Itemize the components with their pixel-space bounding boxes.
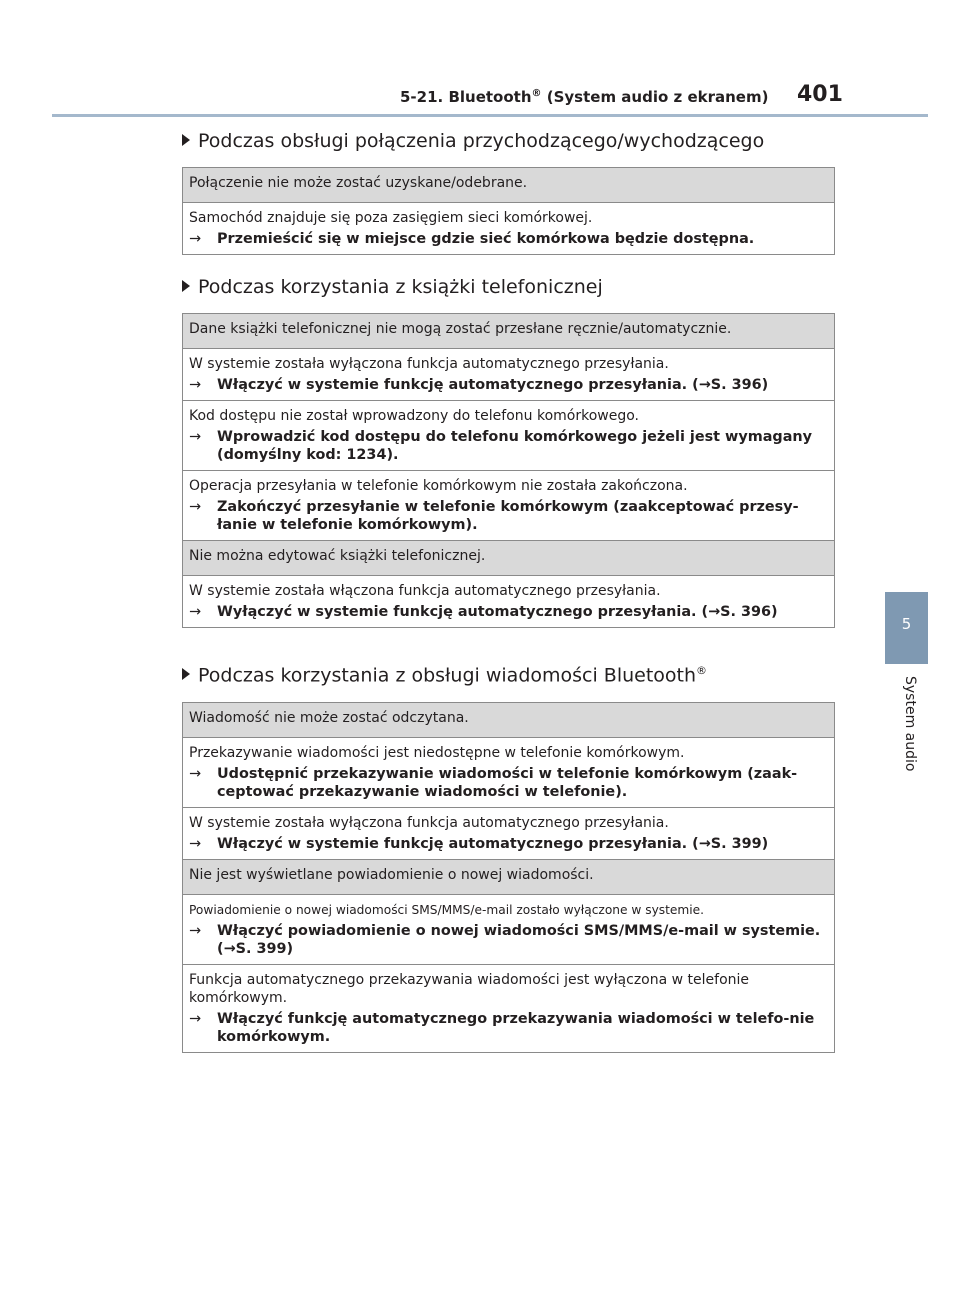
arrow-icon: → xyxy=(189,604,202,620)
solution xyxy=(189,922,829,958)
header-chapter: 5-21. Bluetooth xyxy=(400,88,532,106)
cause-cell xyxy=(183,401,835,471)
arrow-icon: → xyxy=(189,499,202,515)
arrow-icon: → xyxy=(189,923,202,939)
section-heading-text: Podczas korzystania z obsługi wiadomości Bluetooth xyxy=(198,664,697,687)
cause-row xyxy=(183,895,835,965)
solution-text: Włączyć w systemie funkcję automatycznego przesyłania. (→S. 399) xyxy=(217,836,769,852)
solution-text: Włączyć funkcję automatycznego przekazywania wiadomości w telefo-nie komórkowym. xyxy=(217,1011,815,1045)
problem-row xyxy=(183,168,835,203)
solution-text: Włączyć powiadomienie o nowej wiadomości SMS/MMS/e-mail w systemie. (→S. 399) xyxy=(217,923,821,957)
cause-text: Powiadomienie o nowej wiadomości SMS/MMS/e-mail zostało wyłączone w systemie. xyxy=(189,903,705,917)
cause-row xyxy=(183,808,835,860)
problem-title: Nie jest wyświetlane powiadomienie o nowej wiadomości. xyxy=(183,860,835,895)
arrow-icon: → xyxy=(189,231,202,247)
cause-row xyxy=(183,471,835,541)
solution xyxy=(189,498,829,534)
problem-row xyxy=(183,314,835,349)
problem-title: Połączenie nie może zostać uzyskane/odebrane. xyxy=(183,168,835,203)
troubleshooting-table xyxy=(182,313,835,628)
cause-row xyxy=(183,965,835,1053)
cause-text: Operacja przesyłania w telefonie komórkowym nie została zakończona. xyxy=(189,478,688,494)
arrow-icon: → xyxy=(189,836,202,852)
header-rule xyxy=(52,114,928,117)
triangle-bullet-icon xyxy=(182,134,190,146)
cause-row xyxy=(183,738,835,808)
cause-text: Przekazywanie wiadomości jest niedostępne w telefonie komórkowym. xyxy=(189,745,685,761)
cause-text: W systemie została wyłączona funkcja automatycznego przesyłania. xyxy=(189,356,669,372)
solution xyxy=(189,230,829,248)
page-header-title xyxy=(400,88,769,106)
solution xyxy=(189,765,829,801)
chapter-side-label: System audio xyxy=(902,676,918,772)
cause-cell xyxy=(183,576,835,628)
arrow-icon: → xyxy=(189,429,202,445)
problem-row xyxy=(183,703,835,738)
solution-text: Wyłączyć w systemie funkcję automatycznego przesyłania. (→S. 396) xyxy=(217,604,778,620)
page-number: 401 xyxy=(797,82,843,107)
solution-text: Zakończyć przesyłanie w telefonie komórkowym (zaakceptować przesy-łanie w telefonie komórkowym). xyxy=(217,499,799,533)
arrow-icon: → xyxy=(189,766,202,782)
cause-row xyxy=(183,401,835,471)
solution-text: Przemieścić się w miejsce gdzie sieć komórkowa będzie dostępna. xyxy=(217,231,755,247)
arrow-icon: → xyxy=(189,377,202,393)
header-subtitle: (System audio z ekranem) xyxy=(541,88,769,106)
solution-text: Wprowadzić kod dostępu do telefonu komórkowego jeżeli jest wymagany (domyślny kod: 1234). xyxy=(217,429,813,463)
cause-text: Kod dostępu nie został wprowadzony do telefonu komórkowego. xyxy=(189,408,639,424)
problem-row xyxy=(183,541,835,576)
triangle-bullet-icon xyxy=(182,668,190,680)
solution-text: Udostępnić przekazywanie wiadomości w telefonie komórkowym (zaak-ceptować przekazywanie wiadomości w telefonie). xyxy=(217,766,798,800)
cause-cell xyxy=(183,808,835,860)
cause-cell xyxy=(183,738,835,808)
solution xyxy=(189,376,829,394)
cause-text: W systemie została wyłączona funkcja automatycznego przesyłania. xyxy=(189,815,669,831)
triangle-bullet-icon xyxy=(182,280,190,292)
troubleshooting-table xyxy=(182,167,835,255)
registered-mark: ® xyxy=(531,88,542,99)
section-heading-text: Podczas korzystania z książki telefonicznej xyxy=(198,276,603,298)
solution xyxy=(189,1010,829,1046)
section-heading xyxy=(182,130,764,152)
problem-title: Wiadomość nie może zostać odczytana. xyxy=(183,703,835,738)
section-heading xyxy=(182,276,603,298)
troubleshooting-table xyxy=(182,702,835,1053)
cause-text: Funkcja automatycznego przekazywania wiadomości jest wyłączona w telefonie komórkowym. xyxy=(189,972,750,1006)
problem-row xyxy=(183,860,835,895)
section-heading-text: Podczas obsługi połączenia przychodzącego/wychodzącego xyxy=(198,130,765,152)
section-heading xyxy=(182,664,707,686)
solution xyxy=(189,428,829,464)
registered-mark: ® xyxy=(696,664,708,677)
cause-cell xyxy=(183,349,835,401)
problem-title: Nie można edytować książki telefonicznej. xyxy=(183,541,835,576)
cause-row xyxy=(183,576,835,628)
arrow-icon: → xyxy=(189,1011,202,1027)
problem-title: Dane książki telefonicznej nie mogą zostać przesłane ręcznie/automatycznie. xyxy=(183,314,835,349)
cause-cell xyxy=(183,895,835,965)
cause-text: Samochód znajduje się poza zasięgiem sieci komórkowej. xyxy=(189,210,593,226)
solution xyxy=(189,603,829,621)
cause-cell xyxy=(183,203,835,255)
cause-text: W systemie została włączona funkcja automatycznego przesyłania. xyxy=(189,583,661,599)
solution-text: Włączyć w systemie funkcję automatycznego przesyłania. (→S. 396) xyxy=(217,377,769,393)
cause-cell xyxy=(183,471,835,541)
chapter-tab: 5 xyxy=(885,592,928,664)
cause-cell xyxy=(183,965,835,1053)
cause-row xyxy=(183,203,835,255)
solution xyxy=(189,835,829,853)
cause-row xyxy=(183,349,835,401)
